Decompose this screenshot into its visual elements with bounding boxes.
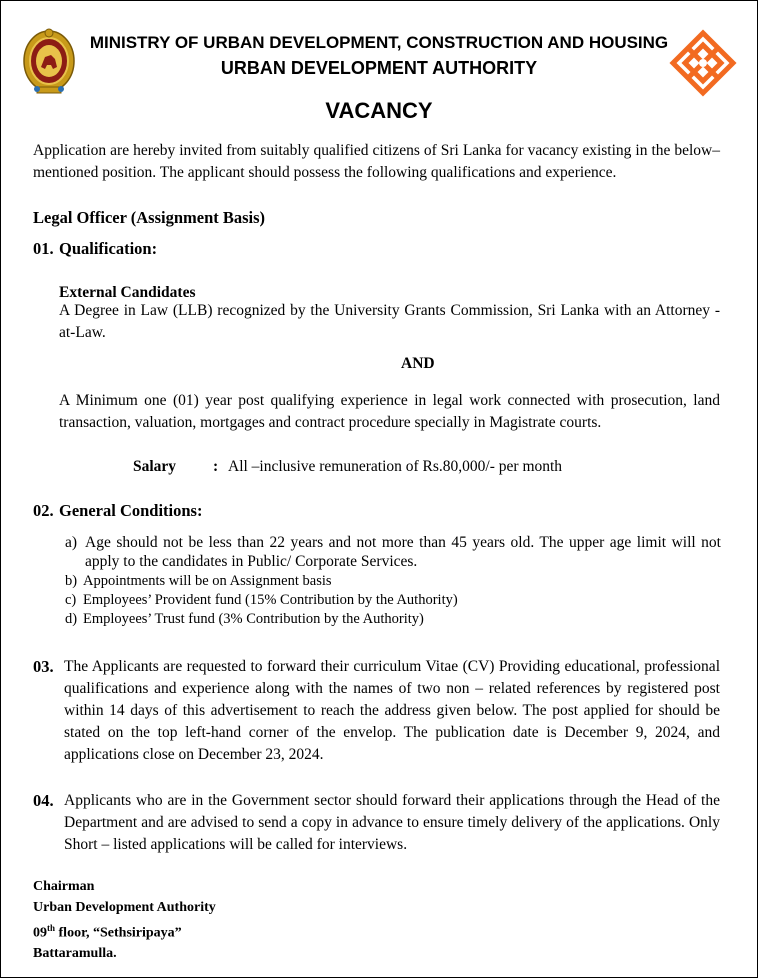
condition-c-text: Employees’ Provident fund (15% Contribution by the Authority) (83, 592, 458, 608)
condition-c (65, 591, 721, 610)
address-authority: Urban Development Authority (33, 899, 216, 915)
page-title: VACANCY (325, 98, 433, 123)
experience-requirement: A Minimum one (01) year post qualifying experience in legal work connected with prosecution, land transaction, valuation, mortgages and contract procedure specially in Magistrate courts. (59, 392, 720, 431)
address-floor-building: floor, “Sethsiripaya” (55, 925, 182, 941)
condition-d-text: Employees’ Trust fund (3% Contribution by the Authority) (83, 611, 424, 627)
condition-d-label: d) (65, 611, 78, 627)
condition-d (65, 610, 721, 629)
salary-separator: : (213, 458, 219, 475)
condition-b-text: Appointments will be on Assignment basis (83, 573, 332, 589)
authority-name: URBAN DEVELOPMENT AUTHORITY (220, 58, 538, 78)
condition-a-label: a) (65, 534, 78, 551)
address-floor-number: 09 (33, 925, 47, 941)
section-2-number: 02. (33, 501, 54, 520)
address-floor-suffix: th (47, 923, 56, 933)
section-4-text: Applicants who are in the Government sector should forward their applications through the Head of the Department and are advised to send a copy in advance to ensure timely delivery of the applications. Only Short – listed applications will be called for interviews. (64, 792, 720, 853)
salary-label: Salary (133, 458, 177, 475)
section-3-text: The Applicants are requested to forward their curriculum Vitae (CV) Providing educational, professional qualifications and experience along with the names of two non – related references by registered post within 14 days of this advertisement to reach the address given below. The post applied for should be stated on the top left-hand corner of the envelop. The publication date is December 9, 2024, and applications close on December 23, 2024. (64, 658, 720, 763)
address-block (33, 877, 216, 965)
salary-value: All –inclusive remuneration of Rs.80,000/- per month (228, 458, 563, 475)
external-candidates-heading: External Candidates (59, 284, 196, 301)
address-city: Battaramulla. (33, 946, 117, 962)
section-1-number: 01. (33, 239, 54, 258)
address-floor (33, 918, 216, 944)
degree-requirement: A Degree in Law (LLB) recognized by the University Grants Commission, Sri Lanka with an Attorney -at-Law. (59, 302, 720, 341)
section-1-heading: Qualification: (59, 239, 158, 258)
section-4-number: 04. (33, 791, 54, 810)
position-title: Legal Officer (Assignment Basis) (33, 208, 266, 227)
ministry-name: MINISTRY OF URBAN DEVELOPMENT, CONSTRUCTION AND HOUSING (89, 33, 669, 52)
and-separator: AND (401, 355, 435, 372)
condition-a (65, 533, 721, 570)
condition-b (65, 572, 721, 591)
condition-c-label: c) (65, 592, 77, 608)
condition-b-label: b) (65, 573, 78, 589)
section-2-heading: General Conditions: (59, 501, 203, 520)
address-chairman: Chairman (33, 879, 95, 894)
intro-paragraph: Application are hereby invited from suitably qualified citizens of Sri Lanka for vacancy existing in the below–mentioned position. The applicant should possess the following qualifications and experience. (33, 142, 720, 181)
section-3-number: 03. (33, 657, 54, 676)
condition-a-text: Age should not be less than 22 years and not more than 45 years old. The upper age limit will not apply to the candidates in Public/ Corporate Services. (85, 534, 721, 570)
